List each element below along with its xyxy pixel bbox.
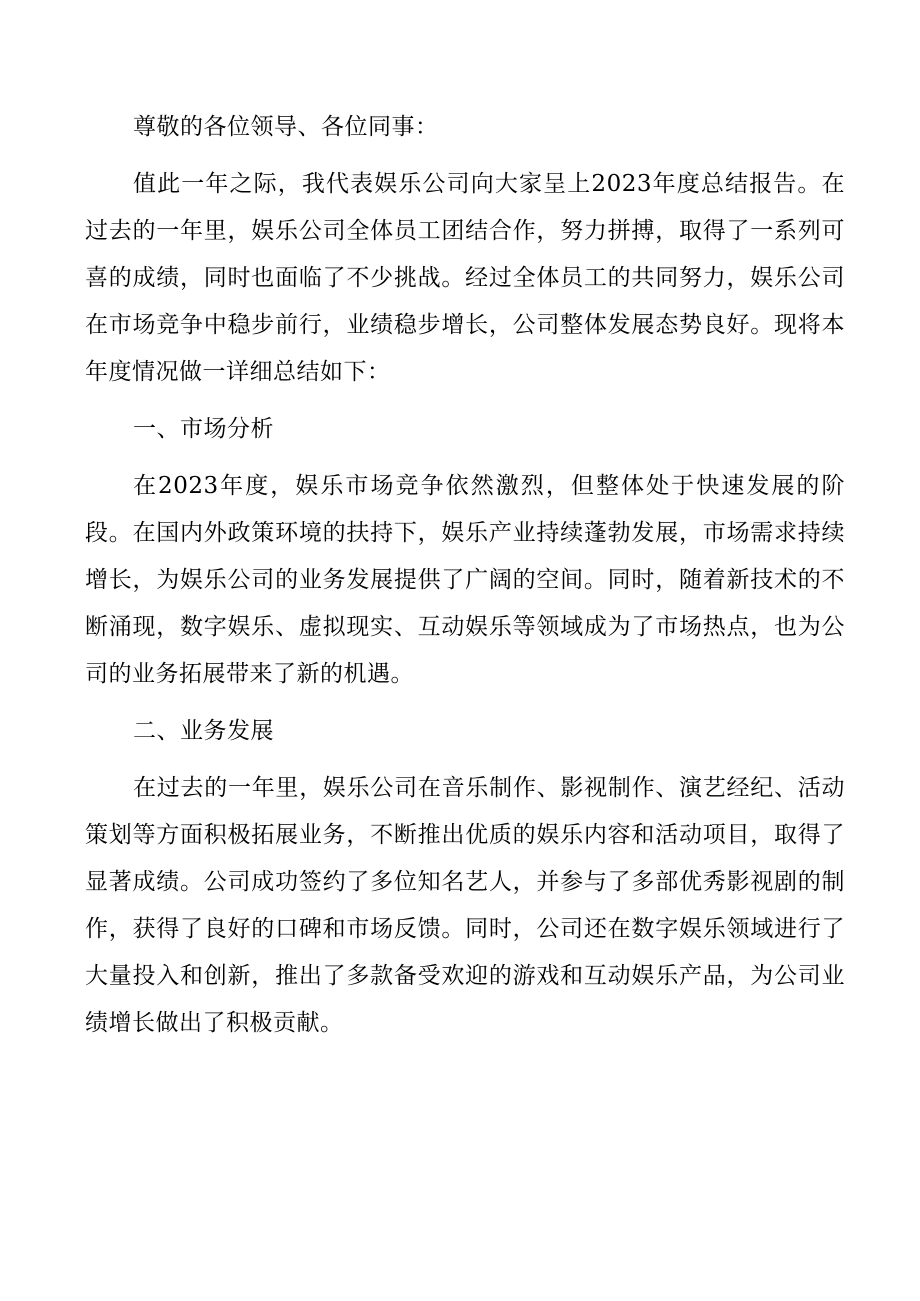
section-heading-business: 二、业务发展 bbox=[133, 718, 274, 744]
spacer bbox=[85, 698, 845, 708]
spacer bbox=[85, 151, 845, 161]
spacer bbox=[85, 755, 845, 765]
document-body bbox=[85, 104, 845, 1047]
section-body-market: 在2023年度，娱乐市场竞争依然激烈，但整体处于快速发展的阶段。在国内外政策环境的扶持下，娱乐产业持续蓬勃发展，市场需求持续增长，为娱乐公司的业务发展提供了广阔的空间。同时，随着新技术的不断涌现，数字娱乐、虚拟现实、互动娱乐等领域成为了市场热点，也为公司的业务拓展带来了新的机遇。 bbox=[85, 473, 845, 687]
intro-paragraph: 值此一年之际，我代表娱乐公司向大家呈上2023年度总结报告。在过去的一年里，娱乐公司全体员工团结合作，努力拼搏，取得了一系列可喜的成绩，同时也面临了不少挑战。经过全体员工的共同努力，娱乐公司在市场竞争中稳步前行，业绩稳步增长，公司整体发展态势良好。现将本年度情况做一详细总结如下： bbox=[85, 171, 845, 385]
section-body-business: 在过去的一年里，娱乐公司在音乐制作、影视制作、演艺经纪、活动策划等方面积极拓展业务，不断推出优质的娱乐内容和活动项目，取得了显著成绩。公司成功签约了多位知名艺人，并参与了多部优秀影视剧的制作，获得了良好的口碑和市场反馈。同时，公司还在数字娱乐领域进行了大量投入和创新，推出了多款备受欢迎的游戏和互动娱乐产品，为公司业绩增长做出了积极贡献。 bbox=[85, 775, 845, 1036]
salutation: 尊敬的各位领导、各位同事： bbox=[133, 114, 439, 140]
spacer bbox=[85, 396, 845, 406]
section-heading-market: 一、市场分析 bbox=[133, 416, 274, 442]
spacer bbox=[85, 453, 845, 463]
